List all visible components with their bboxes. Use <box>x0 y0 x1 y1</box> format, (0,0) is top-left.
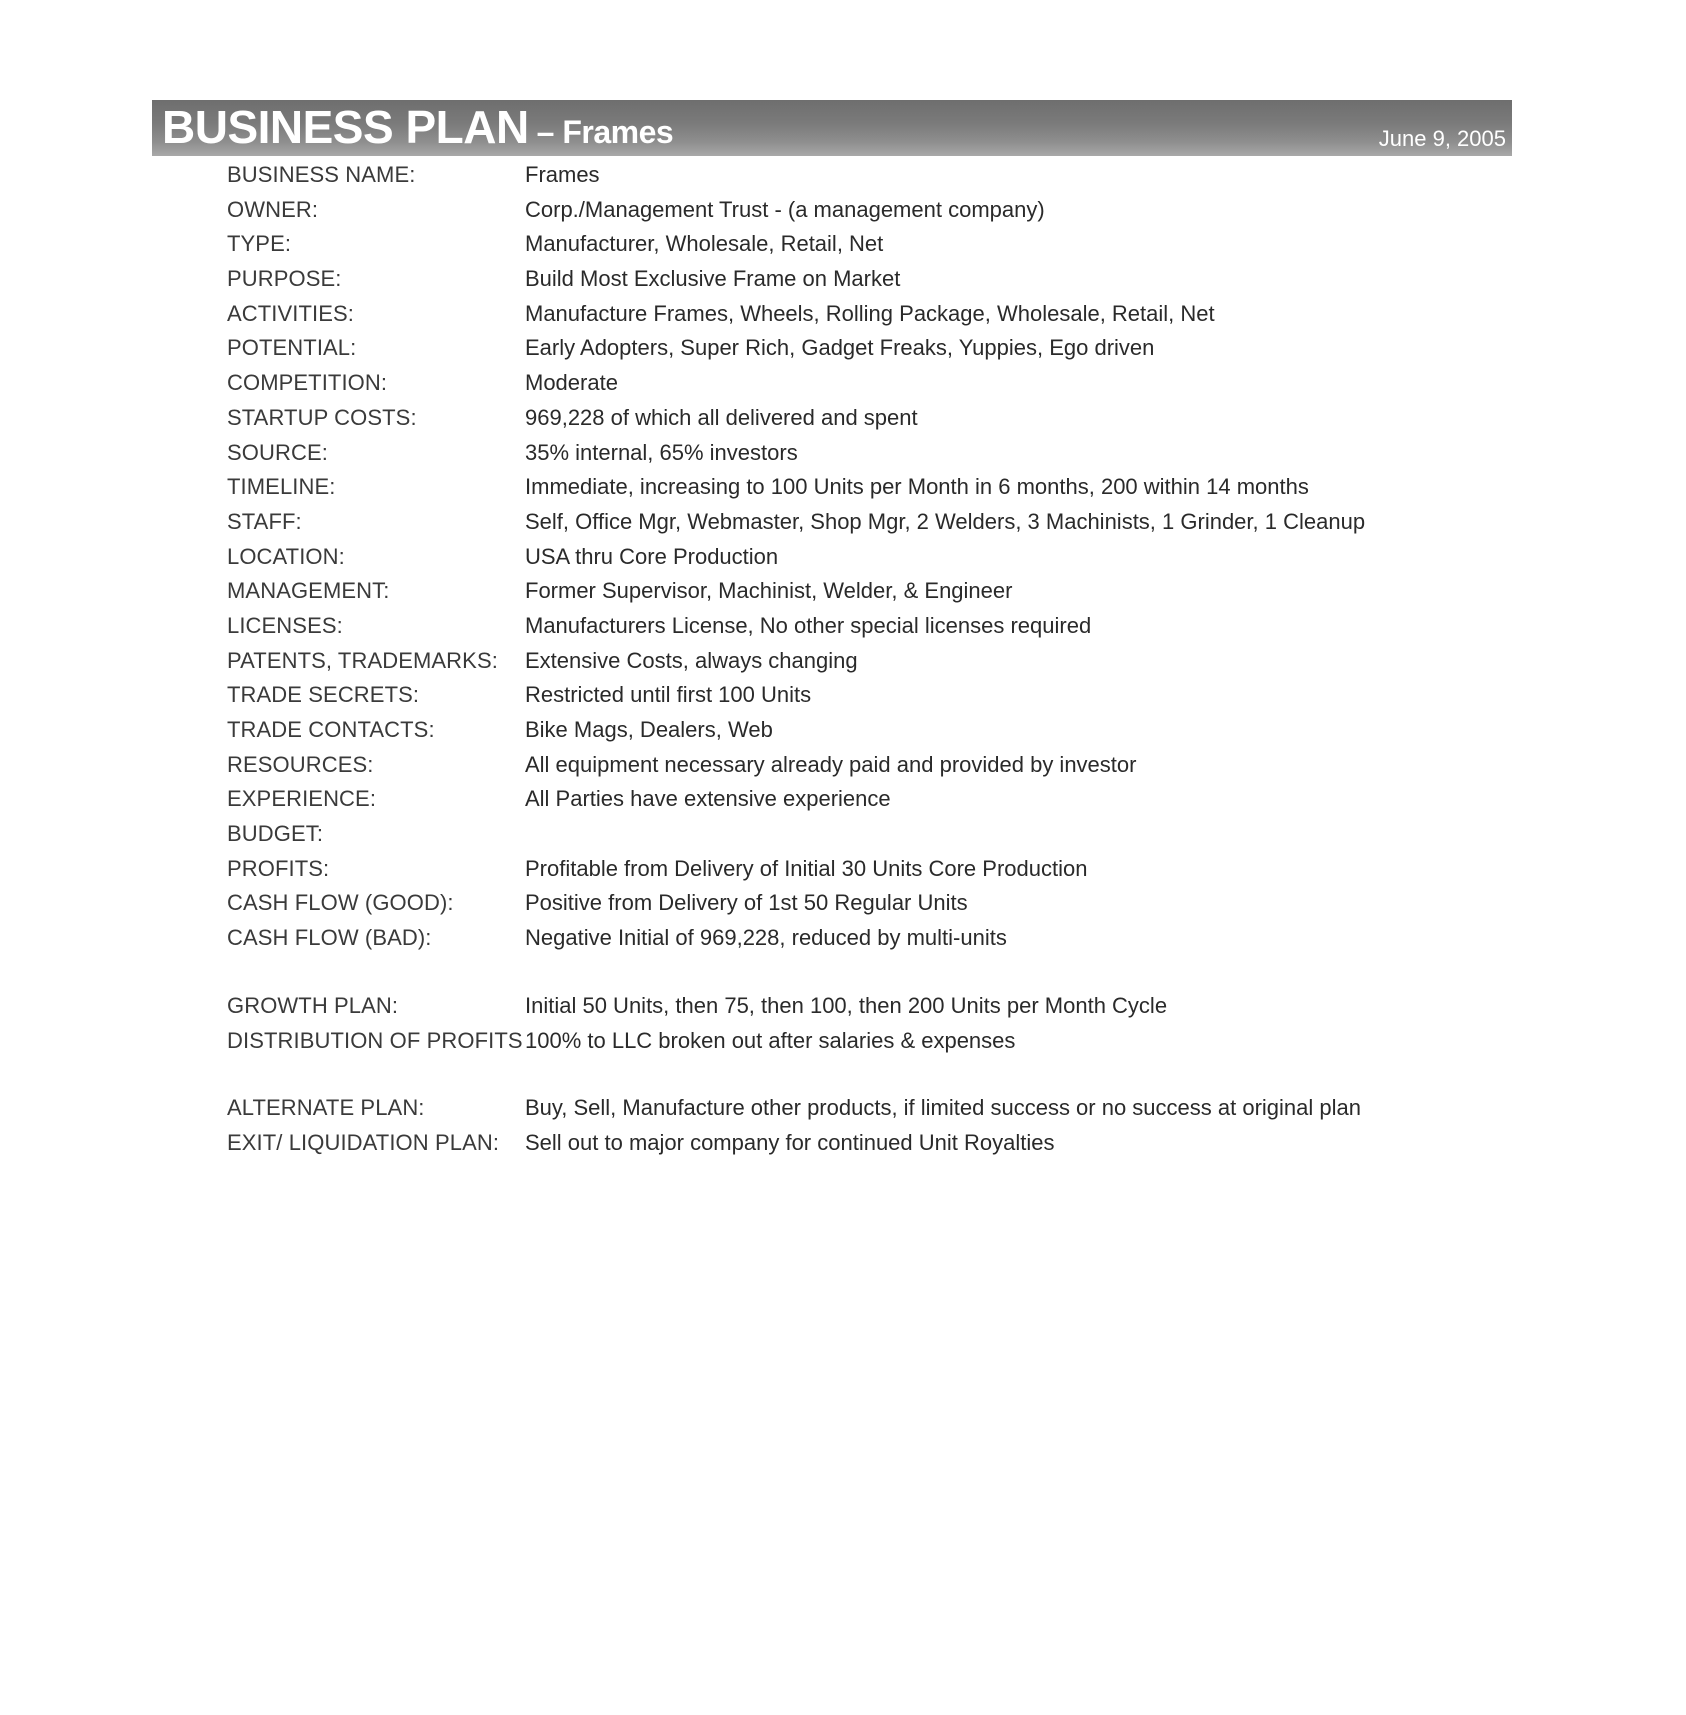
field-label: BUSINESS NAME: <box>227 162 416 187</box>
field-value: Initial 50 Units, then 75, then 100, then 200 Units per Month Cycle <box>525 992 1168 1018</box>
field-label: OWNER: <box>227 196 319 222</box>
field-value: Extensive Costs, always changing <box>525 647 858 673</box>
title-subtitle: – Frames <box>536 114 674 150</box>
field-value: USA thru Core Production <box>525 543 779 569</box>
field-value: Manufacture Frames, Wheels, Rolling Package, Wholesale, Retail, Net <box>525 300 1215 326</box>
field-value: Positive from Delivery of 1st 50 Regular Units <box>525 890 968 916</box>
field-value: Restricted until first 100 Units <box>525 682 812 708</box>
field-row-cash-flow-bad <box>227 921 1527 956</box>
field-row-timeline <box>227 470 1527 505</box>
field-label: CASH FLOW (GOOD): <box>227 890 454 916</box>
field-label: PURPOSE: <box>227 266 342 292</box>
header-bar <box>152 100 1512 156</box>
field-row-owner <box>227 193 1527 228</box>
field-label: TYPE: <box>227 231 292 257</box>
field-value: Build Most Exclusive Frame on Market <box>525 266 901 292</box>
field-row-startup-costs <box>227 401 1527 436</box>
field-value: Manufacturers License, No other special licenses required <box>525 612 1092 638</box>
field-label: LOCATION: <box>227 543 345 569</box>
field-label: ACTIVITIES: <box>227 300 355 326</box>
field-row-trade-secrets <box>227 678 1527 713</box>
field-row-experience <box>227 782 1527 817</box>
field-row-distribution-of-profits <box>227 1024 1527 1059</box>
plan-fields <box>227 158 1527 1161</box>
field-row-patents-trademarks <box>227 644 1527 679</box>
field-label: TRADE CONTACTS: <box>227 717 435 742</box>
field-value: Sell out to major company for continued Unit Royalties <box>525 1129 1055 1155</box>
field-label: EXPERIENCE: <box>227 786 377 812</box>
field-row-source <box>227 436 1527 471</box>
field-label: GROWTH PLAN: <box>227 992 399 1018</box>
field-label: STARTUP COSTS: <box>227 404 417 430</box>
field-value: Former Supervisor, Machinist, Welder, & Engineer <box>525 578 1013 604</box>
field-row-alternate-plan <box>227 1091 1527 1126</box>
field-row-trade-contacts <box>227 713 1527 748</box>
field-row-staff <box>227 505 1527 540</box>
field-label: TIMELINE: <box>227 474 336 500</box>
field-label: CASH FLOW (BAD): <box>227 925 432 951</box>
field-row-purpose <box>227 262 1527 297</box>
field-label: COMPETITION: <box>227 370 388 396</box>
page-title <box>162 102 673 157</box>
field-row-cash-flow-good <box>227 886 1527 921</box>
field-row-exit-liquidation-plan <box>227 1126 1527 1161</box>
field-value: Self, Office Mgr, Webmaster, Shop Mgr, 2 Welders, 3 Machinists, 1 Grinder, 1 Cleanup <box>525 508 1366 534</box>
field-label: LICENSES: <box>227 612 343 638</box>
field-row-potential <box>227 331 1527 366</box>
field-row-activities <box>227 297 1527 332</box>
field-label: POTENTIAL: <box>227 335 357 361</box>
field-row-management <box>227 574 1527 609</box>
field-row-growth-plan <box>227 989 1527 1024</box>
field-value: Moderate <box>525 370 618 396</box>
field-label: DISTRIBUTION OF PROFITS <box>227 1027 523 1053</box>
field-value: All equipment necessary already paid and provided by investor <box>525 751 1137 777</box>
field-label: MANAGEMENT: <box>227 578 390 604</box>
field-value: Early Adopters, Super Rich, Gadget Freaks, Yuppies, Ego driven <box>525 335 1155 361</box>
field-row-type <box>227 227 1527 262</box>
field-value: Corp./Management Trust - (a management company) <box>525 196 1045 222</box>
field-row-profits <box>227 852 1527 887</box>
field-value: 969,228 of which all delivered and spent <box>525 404 918 430</box>
field-label: PROFITS: <box>227 855 330 881</box>
field-row-business-name <box>227 158 1527 193</box>
field-value: Frames <box>525 162 600 187</box>
field-row-resources <box>227 748 1527 783</box>
field-value: Negative Initial of 969,228, reduced by multi-units <box>525 925 1007 951</box>
field-value: Immediate, increasing to 100 Units per Month in 6 months, 200 within 14 months <box>525 474 1309 500</box>
field-label: EXIT/ LIQUIDATION PLAN: <box>227 1129 500 1155</box>
field-row-budget <box>227 817 1527 852</box>
field-value: Bike Mags, Dealers, Web <box>525 717 773 742</box>
field-label: TRADE SECRETS: <box>227 682 420 708</box>
field-row-licenses <box>227 609 1527 644</box>
field-value: Manufacturer, Wholesale, Retail, Net <box>525 231 884 257</box>
field-label: STAFF: <box>227 508 302 534</box>
field-label: RESOURCES: <box>227 751 374 777</box>
field-label: BUDGET: <box>227 821 324 847</box>
field-value: All Parties have extensive experience <box>525 786 891 812</box>
field-value: 35% internal, 65% investors <box>525 439 798 465</box>
field-label: SOURCE: <box>227 439 328 465</box>
field-label: PATENTS, TRADEMARKS: <box>227 647 498 673</box>
title-main: BUSINESS PLAN <box>162 101 529 153</box>
field-value: Buy, Sell, Manufacture other products, if limited success or no success at original plan <box>525 1095 1361 1121</box>
field-value: Profitable from Delivery of Initial 30 Units Core Production <box>525 855 1088 881</box>
field-value: 100% to LLC broken out after salaries & expenses <box>525 1027 1016 1053</box>
field-row-competition <box>227 366 1527 401</box>
field-row-location <box>227 540 1527 575</box>
field-label: ALTERNATE PLAN: <box>227 1095 425 1121</box>
document-date: June 9, 2005 <box>1378 126 1506 151</box>
